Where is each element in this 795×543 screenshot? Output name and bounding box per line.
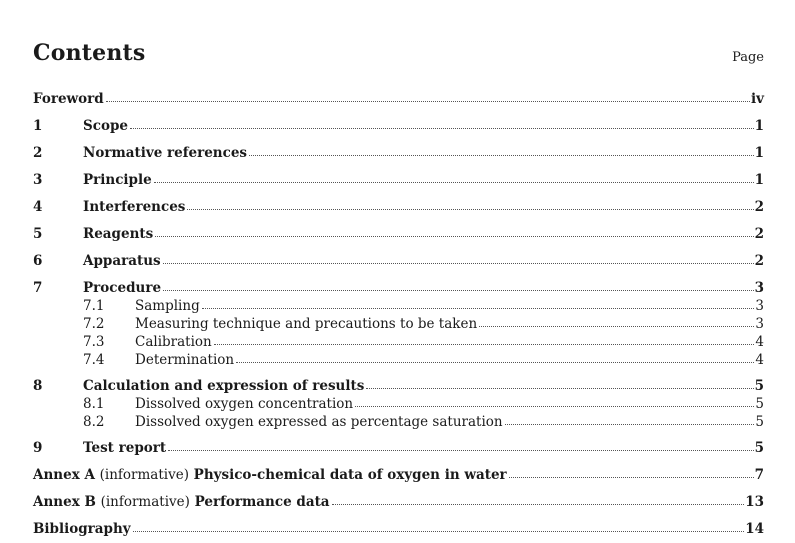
toc-entry-clause-6[interactable]: [33, 253, 764, 271]
dot-leader: [106, 100, 750, 102]
toc-entry-title: Reagents: [83, 226, 154, 242]
toc-entry-page: iv: [751, 91, 764, 107]
toc-entry-page: 5: [754, 378, 764, 394]
toc-entry-subclause-7-2[interactable]: [33, 316, 764, 334]
toc-entry-page: 2: [754, 253, 764, 269]
toc-entry-title: Foreword: [33, 91, 104, 107]
toc-entry-number: 8.2: [83, 414, 105, 430]
dot-leader: [154, 181, 754, 183]
toc-entry-page: 7: [754, 467, 764, 483]
toc-entry-annex-heading: [33, 467, 507, 483]
toc-entry-title: Test report: [83, 440, 167, 456]
toc-entry-clause-1[interactable]: [33, 118, 764, 136]
toc-entry-number: 3: [33, 172, 43, 188]
toc-entry-title: Apparatus: [83, 253, 161, 269]
toc-entry-subclause-8-2[interactable]: [33, 414, 764, 432]
dot-leader: [249, 154, 754, 156]
toc-entry-clause-2[interactable]: [33, 145, 764, 163]
toc-entry-number: 9: [33, 440, 43, 456]
toc-entry-page: 4: [755, 352, 764, 368]
dot-leader: [168, 449, 753, 451]
toc-entry-number: 4: [33, 199, 43, 215]
toc-entry-annex-heading: [33, 494, 330, 510]
annex-label: Annex A: [33, 467, 95, 483]
toc-entry-page: 2: [754, 199, 764, 215]
toc-entry-subclause-8-1[interactable]: [33, 396, 764, 414]
annex-informative: (informative): [99, 467, 189, 483]
toc-entry-page: 3: [754, 280, 764, 296]
toc-entry-number: 8.1: [83, 396, 105, 412]
toc-entry-page: 4: [755, 334, 764, 350]
dot-leader: [505, 423, 755, 425]
dot-leader: [479, 325, 754, 327]
toc-entry-annex-a[interactable]: [33, 467, 764, 485]
toc-entry-foreword[interactable]: [33, 91, 764, 109]
toc-entry-subclause-7-3[interactable]: [33, 334, 764, 352]
dot-leader: [133, 530, 745, 532]
dot-leader: [155, 235, 753, 237]
toc-entry-subclause-7-4[interactable]: [33, 352, 764, 370]
toc-entry-clause-8[interactable]: [33, 378, 764, 396]
toc-entry-page: 3: [755, 316, 764, 332]
dot-leader: [332, 503, 745, 505]
toc-entry-clause-9[interactable]: [33, 440, 764, 458]
toc-entry-title: Procedure: [83, 280, 162, 296]
toc-entry-number: 7.3: [83, 334, 105, 350]
annex-informative: (informative): [100, 494, 190, 510]
dot-leader: [214, 343, 755, 345]
toc-entry-title: Performance data: [194, 494, 330, 510]
dot-leader: [163, 262, 754, 264]
toc-entry-subclause-7-1[interactable]: [33, 298, 764, 316]
toc-entry-title: Measuring technique and precautions to be taken: [135, 316, 478, 332]
toc-entry-page: 1: [754, 118, 764, 134]
toc-entry-number: 7.4: [83, 352, 105, 368]
dot-leader: [130, 127, 754, 129]
dot-leader: [187, 208, 753, 210]
toc-entry-number: 7.2: [83, 316, 105, 332]
toc-entry-number: 7: [33, 280, 43, 296]
toc-entry-number: 8: [33, 378, 43, 394]
toc-entry-page: 1: [754, 145, 764, 161]
toc-entry-title: Dissolved oxygen expressed as percentage saturation: [135, 414, 503, 430]
toc-entry-number: 6: [33, 253, 43, 269]
toc-entry-title: Physico-chemical data of oxygen in water: [193, 467, 507, 483]
dot-leader: [236, 361, 754, 363]
toc-entry-page: 14: [745, 521, 764, 537]
toc-entry-clause-5[interactable]: [33, 226, 764, 244]
annex-label: Annex B: [33, 494, 96, 510]
toc-entry-number: 7.1: [83, 298, 105, 314]
toc-entry-title: Calibration: [135, 334, 212, 350]
toc-entry-title: Normative references: [83, 145, 248, 161]
toc-entry-title: Dissolved oxygen concentration: [135, 396, 354, 412]
toc-entry-annex-b[interactable]: [33, 494, 764, 512]
toc-entry-clause-4[interactable]: [33, 199, 764, 217]
toc-entry-title: Sampling: [135, 298, 200, 314]
toc-entry-clause-3[interactable]: [33, 172, 764, 190]
toc-entry-number: 5: [33, 226, 43, 242]
toc-entry-title: Determination: [135, 352, 235, 368]
toc-entry-title: Calculation and expression of results: [83, 378, 365, 394]
toc-entry-title: Interferences: [83, 199, 186, 215]
toc-entry-bibliography[interactable]: [33, 521, 764, 539]
toc-entry-number: 2: [33, 145, 43, 161]
toc-entry-page: 3: [755, 298, 764, 314]
dot-leader: [163, 289, 754, 291]
toc-entry-page: 2: [754, 226, 764, 242]
toc-entry-page: 13: [745, 494, 764, 510]
table-of-contents: [33, 91, 764, 539]
dot-leader: [355, 405, 754, 407]
toc-entry-title: Scope: [83, 118, 129, 134]
dot-leader: [366, 387, 753, 389]
page-title: Contents: [33, 40, 146, 66]
page-column-label: Page: [732, 50, 764, 65]
dot-leader: [509, 476, 754, 478]
toc-entry-title: Principle: [83, 172, 152, 188]
toc-entry-page: 5: [754, 440, 764, 456]
toc-entry-page: 1: [754, 172, 764, 188]
toc-entry-page: 5: [755, 396, 764, 412]
dot-leader: [202, 307, 755, 309]
toc-entry-title: Bibliography: [33, 521, 131, 537]
toc-entry-number: 1: [33, 118, 43, 134]
toc-entry-page: 5: [755, 414, 764, 430]
toc-entry-clause-7[interactable]: [33, 280, 764, 298]
